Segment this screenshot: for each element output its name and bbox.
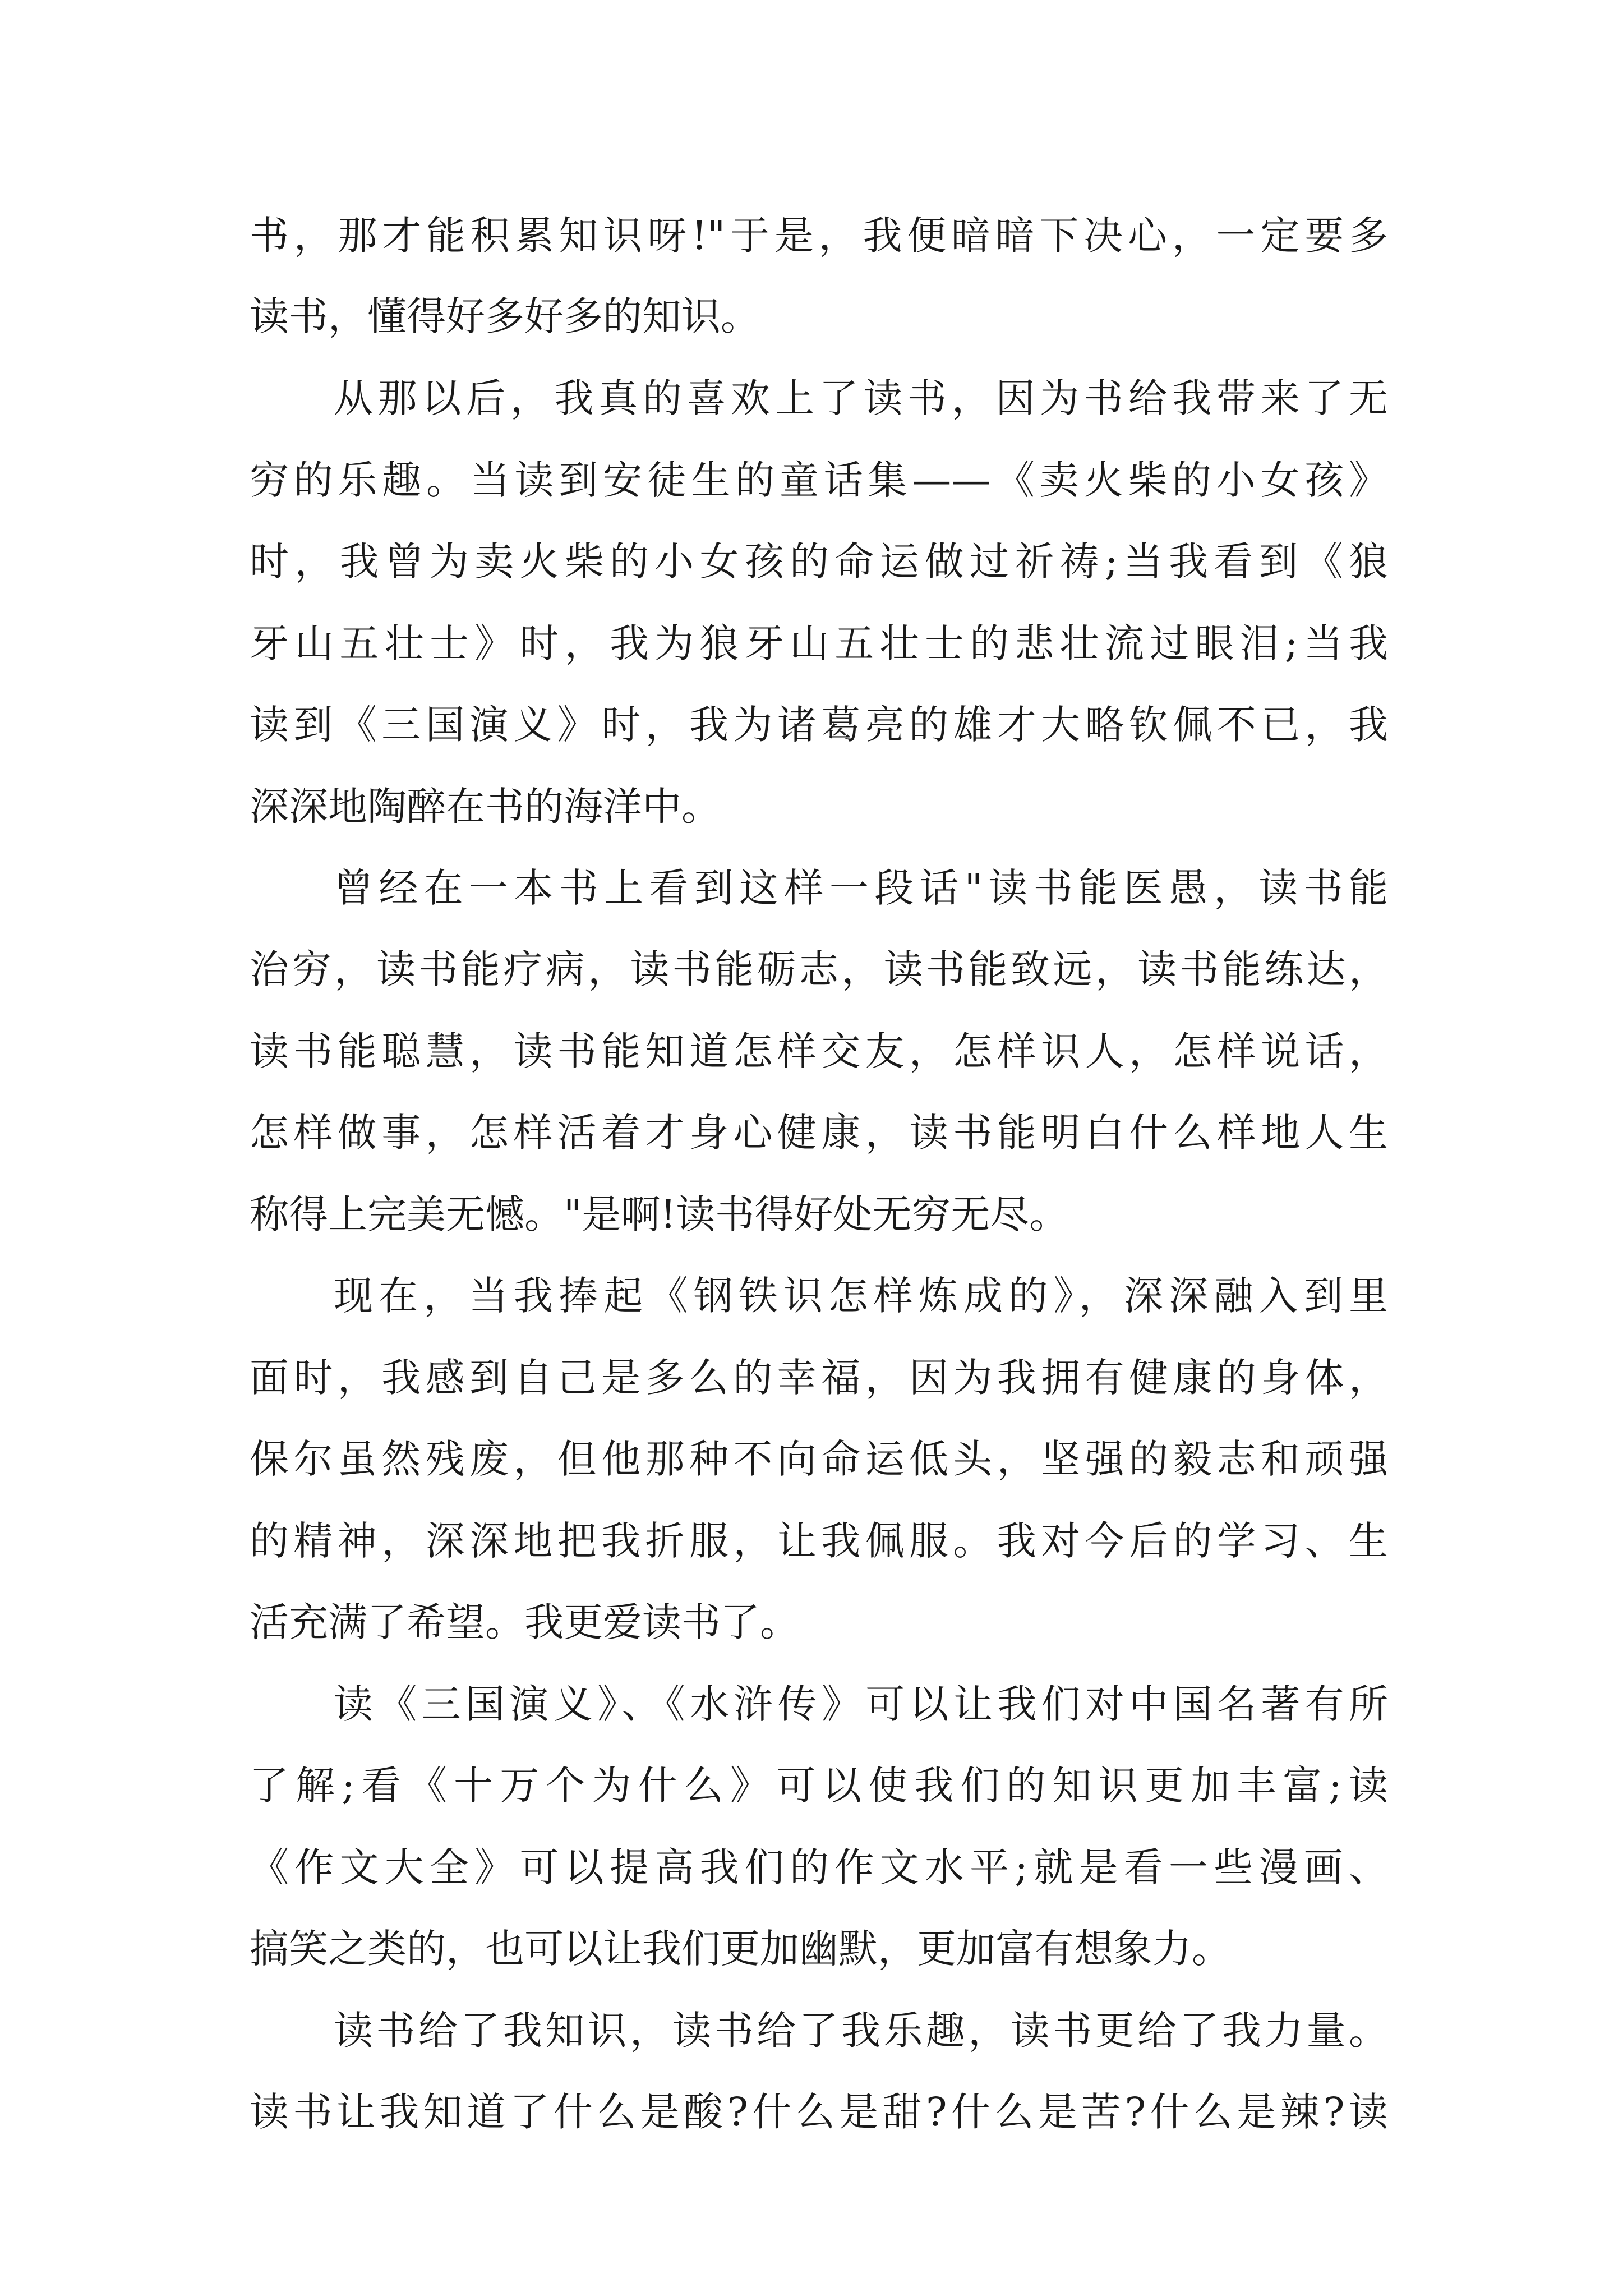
text-line: 读书给了我知识，读书给了我乐趣，读书更给了我力量。 (334, 2008, 1388, 2054)
text-line: 治穷，读书能疗病，读书能砺志，读书能致远，读书能练达， (250, 946, 1388, 992)
text-line: 《作文大全》可以提高我们的作文水平;就是看一些漫画、 (250, 1844, 1388, 1890)
text-line: 面时，我感到自己是多么的幸福，因为我拥有健康的身体， (250, 1355, 1388, 1401)
text-line: 从那以后，我真的喜欢上了读书，因为书给我带来了无 (334, 375, 1388, 421)
text-line: 时，我曾为卖火柴的小女孩的命运做过祈祷;当我看到《狼 (250, 539, 1388, 585)
text-line: 怎样做事，怎样活着才身心健康，读书能明白什么样地人生 (250, 1110, 1388, 1156)
text-line: 现在，当我捧起《钢铁识怎样炼成的》，深深融入到里 (334, 1273, 1388, 1319)
text-line: 读《三国演义》、《水浒传》可以让我们对中国名著有所 (334, 1681, 1388, 1727)
text-line: 读书能聪慧，读书能知道怎样交友，怎样识人，怎样说话， (250, 1028, 1388, 1074)
text-line: 了解;看《十万个为什么》可以使我们的知识更加丰富;读 (250, 1763, 1388, 1809)
text-line: 活充满了希望。我更爱读书了。 (250, 1599, 799, 1645)
text-line: 曾经在一本书上看到这样一段话"读书能医愚，读书能 (334, 865, 1388, 911)
text-line: 读书让我知道了什么是酸?什么是甜?什么是苦?什么是辣?读 (250, 2089, 1388, 2135)
text-line: 书，那才能积累知识呀!"于是，我便暗暗下决心，一定要多 (250, 213, 1388, 259)
text-line: 深深地陶醉在书的海洋中。 (250, 784, 721, 830)
text-line: 穷的乐趣。当读到安徒生的童话集——《卖火柴的小女孩》 (250, 457, 1388, 503)
text-line: 读书，懂得好多好多的知识。 (250, 293, 760, 339)
text-line: 搞笑之类的，也可以让我们更加幽默，更加富有想象力。 (250, 1926, 1231, 1972)
text-line: 保尔虽然残废，但他那种不向命运低头，坚强的毅志和顽强 (250, 1436, 1388, 1482)
text-line: 读到《三国演义》时，我为诸葛亮的雄才大略钦佩不已，我 (250, 702, 1388, 748)
text-line: 牙山五壮士》时，我为狼牙山五壮士的悲壮流过眼泪;当我 (250, 620, 1388, 666)
text-line: 称得上完美无憾。"是啊!读书得好处无穷无尽。 (250, 1191, 1069, 1237)
text-line: 的精神，深深地把我折服，让我佩服。我对今后的学习、生 (250, 1518, 1388, 1564)
